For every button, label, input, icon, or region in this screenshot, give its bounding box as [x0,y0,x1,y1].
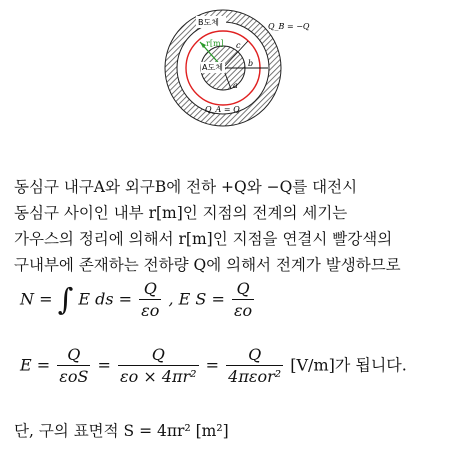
eq2-fraction-1: $\frac{Q}{\text{εoS}}$ [59,345,89,386]
eq1-lhs: N = [20,289,53,309]
eq1-integrand: E ds = [78,289,133,309]
label-qa: Q_A = Q [205,105,240,114]
eq2-tail: [V/m]가 됩니다. [290,355,407,375]
eq1-fraction-1: $\frac{Q}{\varepsilon o}$ [141,279,160,320]
text-line-3: 가우스의 정리에 의해서 r[m]인 지점을 연결시 빨강색의 [14,230,393,248]
concentric-sphere-diagram [150,8,310,128]
label-a: a [233,81,238,90]
label-a-conductor: A도체 [202,63,223,72]
eq1-fraction-2: $\frac{Q}{\varepsilon o}$ [233,279,253,320]
eq2-fraction-2: $\frac{Q}{\text{εo × 4πr²}}$ [120,345,197,386]
eq1-mid: , E S = [168,289,225,309]
label-r: r[m] [206,39,224,48]
label-c: c [236,41,241,50]
equation-field: E = $\frac{Q}{\text{εoS}}$ = $\frac{Q}{\text{εo × 4πr²}}$ = $\frac{Q}{\text{4πεor²}}$ [V/m]가 됩니다. [20,345,407,386]
text-line-2: 동심구 사이인 내부 r[m]인 지점의 전계의 세기는 [14,204,348,222]
text-line-4: 구내부에 존재하는 전하량 Q에 의해서 전계가 발생하므로 [14,256,401,274]
eq2-lhs: E = [20,355,51,375]
text-line-1: 동심구 내구A와 외구B에 전하 +Q와 −Q를 대전시 [14,178,358,196]
eq2-fraction-3: $\frac{Q}{\text{4πεor²}}$ [228,345,282,386]
surface-area-note: 단, 구의 표면적 S = 4πr² [m²] [14,422,229,440]
integral-sign: ∫ [57,282,74,318]
label-qb: Q_B = −Q [268,22,310,31]
label-b-conductor: B도체 [198,18,219,27]
label-b: b [248,59,254,68]
equation-gauss [20,280,256,320]
